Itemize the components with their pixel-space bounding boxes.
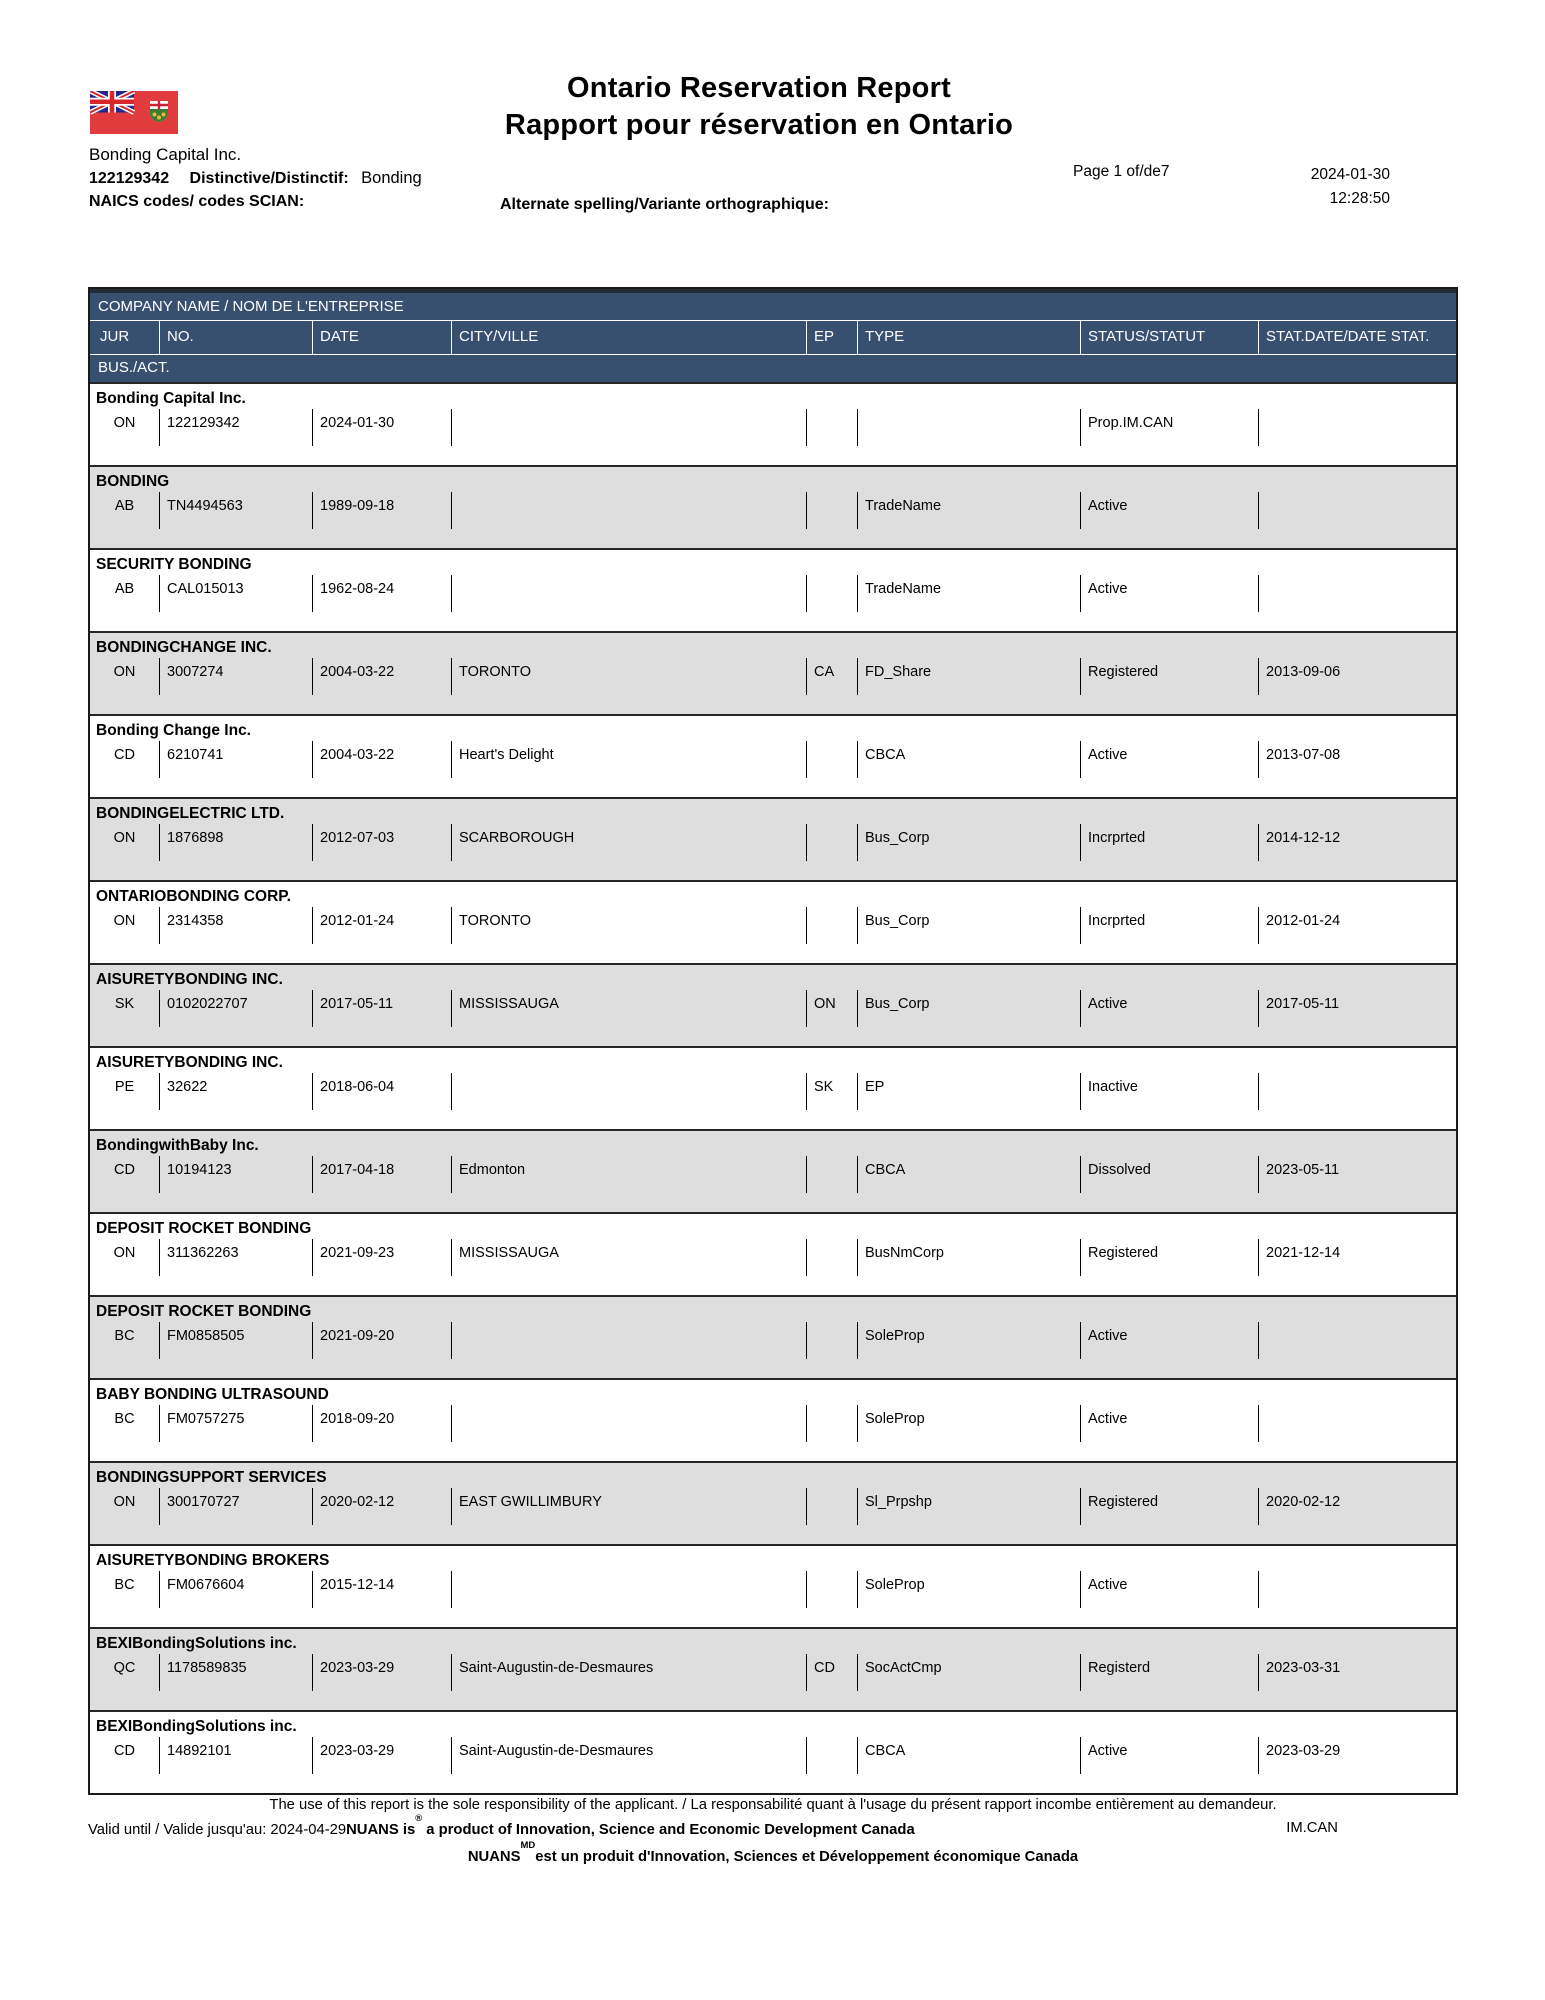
- company-name-header: COMPANY NAME / NOM DE L'ENTREPRISE: [90, 293, 1456, 321]
- cell-status: Active: [1080, 1405, 1258, 1442]
- cell-status: Incrprted: [1080, 907, 1258, 944]
- cell-ep: ON: [806, 990, 857, 1027]
- nuans-en-text: NUANS is® a product of Innovation, Science and Economic Development Canada: [346, 1813, 915, 1838]
- cell-ep: [806, 1239, 857, 1276]
- record-company-name: ONTARIOBONDING CORP.: [96, 888, 291, 905]
- cell-jur: CD: [114, 1162, 135, 1178]
- cell-date: 2023-03-29: [312, 1737, 451, 1774]
- cell-jur: ON: [113, 1494, 136, 1510]
- cell-city: TORONTO: [451, 907, 806, 944]
- cell-no: FM0757275: [159, 1405, 312, 1442]
- naics-label: NAICS codes/ codes SCIAN:: [89, 193, 305, 210]
- record-row: [90, 1461, 1456, 1544]
- cell-status: Active: [1080, 575, 1258, 612]
- record-row: [90, 797, 1456, 880]
- cell-city: [451, 1405, 806, 1442]
- cell-no: 1876898: [159, 824, 312, 861]
- page-number: Page 1 of/de7: [1073, 163, 1170, 180]
- cell-type: SocActCmp: [857, 1654, 1080, 1691]
- column-header-status: STATUS/STATUT: [1080, 321, 1258, 354]
- cell-no: 122129342: [159, 409, 312, 446]
- cell-type: Sl_Prpshp: [857, 1488, 1080, 1525]
- cell-status: Active: [1080, 492, 1258, 529]
- cell-jur: AB: [114, 581, 135, 597]
- cell-no: 300170727: [159, 1488, 312, 1525]
- cell-type: SoleProp: [857, 1322, 1080, 1359]
- cell-no: 3007274: [159, 658, 312, 695]
- cell-date: 2015-12-14: [312, 1571, 451, 1608]
- cell-stat_date: 2021-12-14: [1258, 1239, 1456, 1276]
- cell-stat_date: [1258, 575, 1456, 612]
- cell-status: Active: [1080, 1571, 1258, 1608]
- cell-city: EAST GWILLIMBURY: [451, 1488, 806, 1525]
- cell-date: 1989-09-18: [312, 492, 451, 529]
- record-row: [90, 880, 1456, 963]
- report-datetime: [1311, 163, 1390, 210]
- cell-city: [451, 1571, 806, 1608]
- cell-no: 6210741: [159, 741, 312, 778]
- cell-city: [451, 1073, 806, 1110]
- report-footer: [88, 1797, 1458, 1865]
- cell-status: Dissolved: [1080, 1156, 1258, 1193]
- cell-stat_date: [1258, 1322, 1456, 1359]
- validity-line: [88, 1813, 1458, 1838]
- record-company-name: AISURETYBONDING INC.: [96, 1054, 283, 1071]
- cell-type: Bus_Corp: [857, 907, 1080, 944]
- cell-ep: [806, 1405, 857, 1442]
- cell-jur: QC: [113, 1660, 136, 1676]
- cell-date: 2021-09-23: [312, 1239, 451, 1276]
- disclaimer-text: The use of this report is the sole responsibility of the applicant. / La responsabilité quant à l'usage du présent rapport incombe entièrement au demandeur.: [269, 1797, 1277, 1813]
- nuans-fr-text: $NUANS^{MD}est$ un produit d'Innovation, Sciences et Développement économique Canada: [467, 1839, 1079, 1865]
- cell-jur: ON: [113, 1245, 136, 1261]
- record-company-name: BONDINGCHANGE INC.: [96, 639, 272, 656]
- cell-jur: CD: [114, 747, 135, 763]
- applicant-name: Bonding Capital Inc.: [89, 145, 242, 164]
- record-data-row: [90, 1571, 1456, 1608]
- cell-date: 2018-09-20: [312, 1405, 451, 1442]
- record-company-name: BONDING: [96, 473, 170, 490]
- im-can-text: IM.CAN: [1286, 1820, 1338, 1836]
- cell-jur: ON: [113, 664, 136, 680]
- cell-ep: [806, 409, 857, 446]
- column-header-city: CITY/VILLE: [451, 321, 806, 354]
- cell-city: [451, 575, 806, 612]
- cell-type: TradeName: [857, 492, 1080, 529]
- cell-date: 2017-05-11: [312, 990, 451, 1027]
- cell-type: CBCA: [857, 1737, 1080, 1774]
- cell-status: Registered: [1080, 1488, 1258, 1525]
- report-title-fr: Rapport pour réservation en Ontario: [504, 109, 1014, 141]
- cell-jur: BC: [114, 1411, 135, 1427]
- record-data-row: [90, 1322, 1456, 1359]
- cell-city: Edmonton: [451, 1156, 806, 1193]
- record-row: [90, 1212, 1456, 1295]
- cell-city: [451, 492, 806, 529]
- record-data-row: [90, 409, 1456, 446]
- cell-status: Active: [1080, 741, 1258, 778]
- cell-status: Active: [1080, 1737, 1258, 1774]
- record-data-row: [90, 1156, 1456, 1193]
- cell-date: 2012-01-24: [312, 907, 451, 944]
- alternate-spelling-label: Alternate spelling/Variante orthographique:: [500, 196, 829, 213]
- company-results-table: [88, 287, 1458, 1795]
- cell-ep: [806, 575, 857, 612]
- cell-jur: ON: [113, 913, 136, 929]
- column-header-row: [90, 321, 1456, 355]
- record-data-row: [90, 1073, 1456, 1110]
- distinctive-label: Distinctive/Distinctif:: [189, 170, 349, 187]
- reference-number: 122129342: [89, 170, 170, 187]
- cell-jur: SK: [114, 996, 135, 1012]
- cell-stat_date: 2023-05-11: [1258, 1156, 1456, 1193]
- cell-status: Registerd: [1080, 1654, 1258, 1691]
- registered-mark: ®: [415, 1813, 423, 1824]
- record-row: [90, 1129, 1456, 1212]
- record-data-row: [90, 492, 1456, 529]
- record-row: [90, 1046, 1456, 1129]
- cell-city: TORONTO: [451, 658, 806, 695]
- cell-stat_date: 2014-12-12: [1258, 824, 1456, 861]
- cell-stat_date: [1258, 1571, 1456, 1608]
- cell-date: 2020-02-12: [312, 1488, 451, 1525]
- cell-date: 1962-08-24: [312, 575, 451, 612]
- cell-type: CBCA: [857, 1156, 1080, 1193]
- record-company-name: Bonding Capital Inc.: [96, 390, 246, 407]
- cell-status: Registered: [1080, 658, 1258, 695]
- record-row: [90, 1627, 1456, 1710]
- record-data-row: [90, 824, 1456, 861]
- cell-ep: [806, 907, 857, 944]
- cell-date: 2024-01-30: [312, 409, 451, 446]
- cell-stat_date: [1258, 1405, 1456, 1442]
- cell-ep: SK: [806, 1073, 857, 1110]
- column-header-stat_date: STAT.DATE/DATE STAT.: [1258, 321, 1456, 354]
- cell-status: Active: [1080, 990, 1258, 1027]
- report-title-en: Ontario Reservation Report: [567, 72, 951, 104]
- record-data-row: [90, 741, 1456, 778]
- cell-no: FM0858505: [159, 1322, 312, 1359]
- cell-no: 32622: [159, 1073, 312, 1110]
- record-company-name: AISURETYBONDING INC.: [96, 971, 283, 988]
- record-row: [90, 1378, 1456, 1461]
- cell-no: 10194123: [159, 1156, 312, 1193]
- record-row: [90, 465, 1456, 548]
- record-company-name: Bonding Change Inc.: [96, 722, 251, 739]
- bus-act-header: BUS./ACT.: [98, 359, 170, 376]
- cell-no: TN4494563: [159, 492, 312, 529]
- cell-jur: BC: [114, 1577, 135, 1593]
- report-date: 2024-01-30: [1310, 166, 1390, 183]
- md-mark: MD: [520, 1839, 536, 1851]
- valid-until-text: Valid until / Valide jusqu'au: 2024-04-29: [88, 1821, 347, 1838]
- cell-no: FM0676604: [159, 1571, 312, 1608]
- cell-city: MISSISSAUGA: [451, 990, 806, 1027]
- record-company-name: BEXIBondingSolutions inc.: [96, 1718, 297, 1735]
- cell-type: EP: [857, 1073, 1080, 1110]
- record-data-row: [90, 990, 1456, 1027]
- cell-ep: [806, 1737, 857, 1774]
- cell-stat_date: [1258, 409, 1456, 446]
- report-time: 12:28:50: [1329, 189, 1390, 207]
- cell-type: FD_Share: [857, 658, 1080, 695]
- cell-stat_date: 2020-02-12: [1258, 1488, 1456, 1525]
- record-company-name: BABY BONDING ULTRASOUND: [96, 1386, 329, 1403]
- cell-type: SoleProp: [857, 1405, 1080, 1442]
- cell-status: Incrprted: [1080, 824, 1258, 861]
- report-titles: [0, 70, 1518, 144]
- record-row: [90, 631, 1456, 714]
- cell-stat_date: 2013-07-08: [1258, 741, 1456, 778]
- cell-type: [857, 409, 1080, 446]
- cell-no: CAL015013: [159, 575, 312, 612]
- cell-date: 2023-03-29: [312, 1654, 451, 1691]
- cell-type: TradeName: [857, 575, 1080, 612]
- cell-jur: CD: [114, 1743, 135, 1759]
- cell-city: Heart's Delight: [451, 741, 806, 778]
- table-header: [90, 289, 1456, 382]
- cell-stat_date: 2023-03-29: [1258, 1737, 1456, 1774]
- cell-status: Active: [1080, 1322, 1258, 1359]
- record-data-row: [90, 907, 1456, 944]
- cell-jur: ON: [113, 830, 136, 846]
- cell-type: CBCA: [857, 741, 1080, 778]
- cell-date: 2012-07-03: [312, 824, 451, 861]
- record-company-name: BONDINGSUPPORT SERVICES: [96, 1469, 327, 1486]
- column-header-ep: EP: [806, 321, 857, 354]
- reference-line: [89, 169, 422, 188]
- cell-date: 2017-04-18: [312, 1156, 451, 1193]
- cell-city: [451, 1322, 806, 1359]
- cell-ep: [806, 1571, 857, 1608]
- cell-jur: AB: [114, 498, 135, 514]
- cell-no: 1178589835: [159, 1654, 312, 1691]
- cell-stat_date: 2017-05-11: [1258, 990, 1456, 1027]
- cell-no: 0102022707: [159, 990, 312, 1027]
- cell-no: 14892101: [159, 1737, 312, 1774]
- column-header-jur: JUR: [100, 328, 130, 345]
- record-row: [90, 1295, 1456, 1378]
- cell-ep: [806, 741, 857, 778]
- record-company-name: AISURETYBONDING BROKERS: [96, 1552, 330, 1569]
- cell-city: MISSISSAUGA: [451, 1239, 806, 1276]
- cell-jur: PE: [114, 1079, 135, 1095]
- column-header-type: TYPE: [857, 321, 1080, 354]
- cell-stat_date: [1258, 492, 1456, 529]
- record-company-name: SECURITY BONDING: [96, 556, 252, 573]
- cell-date: 2004-03-22: [312, 741, 451, 778]
- record-data-row: [90, 658, 1456, 695]
- record-row: [90, 1544, 1456, 1627]
- column-header-date: DATE: [312, 321, 451, 354]
- cell-ep: CD: [806, 1654, 857, 1691]
- cell-type: SoleProp: [857, 1571, 1080, 1608]
- cell-ep: [806, 1156, 857, 1193]
- cell-status: Registered: [1080, 1239, 1258, 1276]
- cell-jur: ON: [113, 415, 136, 431]
- cell-jur: BC: [114, 1328, 135, 1344]
- record-company-name: DEPOSIT ROCKET BONDING: [96, 1303, 312, 1320]
- record-row: [90, 963, 1456, 1046]
- cell-date: 2004-03-22: [312, 658, 451, 695]
- cell-stat_date: 2023-03-31: [1258, 1654, 1456, 1691]
- cell-ep: [806, 824, 857, 861]
- record-company-name: BEXIBondingSolutions inc.: [96, 1635, 297, 1652]
- table-body: [90, 382, 1456, 1793]
- record-row: [90, 714, 1456, 797]
- record-row: [90, 1710, 1456, 1793]
- cell-city: Saint-Augustin-de-Desmaures: [451, 1737, 806, 1774]
- record-data-row: [90, 1737, 1456, 1774]
- record-company-name: BONDINGELECTRIC LTD.: [96, 805, 285, 822]
- cell-type: Bus_Corp: [857, 824, 1080, 861]
- record-data-row: [90, 575, 1456, 612]
- cell-status: Prop.IM.CAN: [1080, 409, 1258, 446]
- cell-stat_date: 2013-09-06: [1258, 658, 1456, 695]
- cell-no: 2314358: [159, 907, 312, 944]
- cell-date: 2018-06-04: [312, 1073, 451, 1110]
- distinctive-value: Bonding: [361, 169, 422, 187]
- record-data-row: [90, 1488, 1456, 1525]
- cell-city: Saint-Augustin-de-Desmaures: [451, 1654, 806, 1691]
- cell-ep: [806, 492, 857, 529]
- record-data-row: [90, 1654, 1456, 1691]
- cell-no: 311362263: [159, 1239, 312, 1276]
- cell-stat_date: [1258, 1073, 1456, 1110]
- record-company-name: DEPOSIT ROCKET BONDING: [96, 1220, 312, 1237]
- record-company-name: BondingwithBaby Inc.: [96, 1137, 259, 1154]
- record-row: [90, 382, 1456, 465]
- column-header-no: NO.: [159, 321, 312, 354]
- record-data-row: [90, 1405, 1456, 1442]
- record-data-row: [90, 1239, 1456, 1276]
- cell-city: [451, 409, 806, 446]
- cell-city: SCARBOROUGH: [451, 824, 806, 861]
- record-row: [90, 548, 1456, 631]
- cell-type: Bus_Corp: [857, 990, 1080, 1027]
- cell-type: BusNmCorp: [857, 1239, 1080, 1276]
- cell-ep: CA: [806, 658, 857, 695]
- cell-date: 2021-09-20: [312, 1322, 451, 1359]
- cell-status: Inactive: [1080, 1073, 1258, 1110]
- cell-ep: [806, 1488, 857, 1525]
- cell-ep: [806, 1322, 857, 1359]
- cell-stat_date: 2012-01-24: [1258, 907, 1456, 944]
